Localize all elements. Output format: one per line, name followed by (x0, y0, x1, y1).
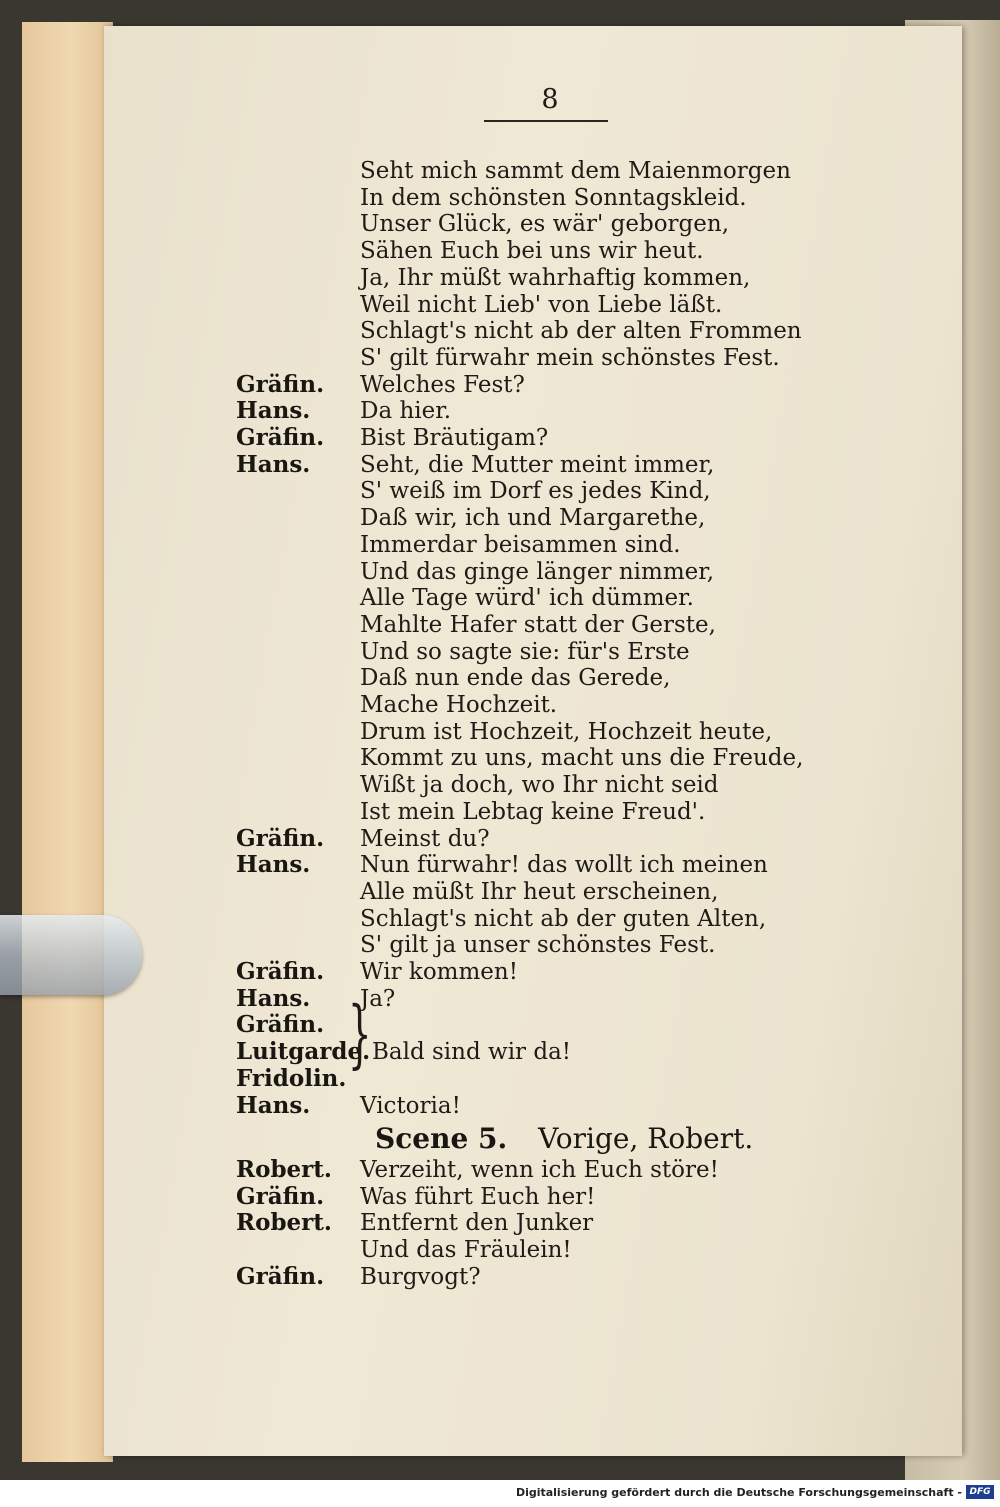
dialogue-line: Drum ist Hochzeit, Hochzeit heute, (360, 718, 773, 745)
dialogue-line: Unser Glück, es wär' geborgen, (360, 211, 730, 238)
dialogue-line: Alle Tage würd' ich dümmer. (360, 585, 694, 612)
dialogue-line: Weil nicht Lieb' von Liebe läßt. (360, 291, 723, 318)
page-number: 8 (541, 84, 559, 115)
dialogue-line: Kommt zu uns, macht uns die Freude, (360, 745, 804, 772)
dialogue-line: Da hier. (360, 398, 452, 425)
dialogue-line: Immerdar beisammen sind. (360, 531, 681, 558)
speaker-name: Gräfin. (236, 958, 325, 985)
dialogue-line: Seht mich sammt dem Maienmorgen (360, 158, 791, 184)
dialogue-line: Und das ginge länger nimmer, (360, 558, 715, 585)
dialogue-line: Meinst du? (360, 825, 490, 852)
dialogue-line: Daß nun ende das Gerede, (360, 665, 671, 692)
speaker-name: Gräfin. (236, 1011, 325, 1039)
speaker-name: Gräfin. (236, 1262, 325, 1290)
scene-characters: Vorige, Robert. (538, 1122, 754, 1155)
dialogue-line: Wir kommen! (360, 959, 518, 985)
scene-heading (375, 1122, 753, 1155)
dialogue-line: Was führt Euch her! (360, 1183, 596, 1210)
dialogue-line: Ist mein Lebtag keine Freud'. (360, 798, 706, 825)
speaker-name: Hans. (236, 851, 311, 879)
speaker-name: Gräfin. (236, 424, 325, 451)
dialogue-line: Mache Hochzeit. (360, 692, 558, 718)
dialogue-line: Nun fürwahr! das wollt ich meinen (360, 852, 768, 879)
dialogue-line: Und so sagte sie: für's Erste (360, 638, 690, 665)
dialogue-line: Schlagt's nicht ab der guten Alten, (360, 905, 767, 932)
dialogue-line: In dem schönsten Sonntagskleid. (360, 184, 747, 211)
dfg-logo: DFG (966, 1485, 994, 1499)
speaker-name: Hans. (236, 450, 311, 478)
speaker-name: Robert. (236, 1156, 332, 1183)
dialogue-line: S' gilt fürwahr mein schönstes Fest. (360, 344, 780, 371)
dialogue-line: Und das Fräulein! (360, 1237, 572, 1264)
speaker-name: Hans. (236, 397, 311, 425)
dialogue-line: Daß wir, ich und Margarethe, (360, 505, 706, 532)
speaker-name: Gräfin. (236, 370, 325, 398)
speaker-group-brace: } (348, 991, 372, 1077)
page-edge-left (22, 22, 113, 1462)
dialogue-line: Schlagt's nicht ab der alten Frommen (360, 318, 802, 345)
dialogue-line: Ja, Ihr müßt wahrhaftig kommen, (360, 264, 751, 291)
dialogue-line: Victoria! (360, 1092, 461, 1119)
dialogue-line: Sähen Euch bei uns wir heut. (360, 238, 704, 265)
dialogue-line: Seht, die Mutter meint immer, (360, 451, 715, 478)
dialogue-line: Welches Fest? (360, 371, 525, 398)
speaker-name: Hans. (236, 984, 311, 1012)
speaker-name: Hans. (236, 1091, 311, 1119)
dialogue-line: Alle müßt Ihr heut erscheinen, (360, 878, 719, 905)
footer-credit: Digitalisierung gefördert durch die Deutsche Forschungsgemeinschaft - (515, 1486, 962, 1499)
speaker-name: Gräfin. (236, 824, 325, 852)
dialogue-line: Verzeiht, wenn ich Euch störe! (360, 1157, 719, 1183)
speaker-name: Gräfin. (236, 1182, 325, 1210)
scene-label: Scene 5. (375, 1122, 508, 1155)
page-tab-marker (0, 915, 142, 995)
dialogue-line: Mahlte Hafer statt der Gerste, (360, 611, 716, 638)
speaker-name: Fridolin. (236, 1064, 347, 1092)
footer-bar (0, 1480, 1000, 1507)
speaker-name: Robert. (236, 1209, 332, 1237)
dialogue-line: Burgvogt? (360, 1263, 481, 1290)
dialogue-line: Bist Bräutigam? (360, 425, 549, 451)
group-dialogue-line: Bald sind wir da! (372, 1039, 572, 1066)
speaker-name: Luitgarde. (236, 1038, 371, 1066)
dialogue-line: Entfernt den Junker (360, 1210, 594, 1237)
dialogue-line: S' weiß im Dorf es jedes Kind, (360, 478, 711, 505)
dialogue-line: S' gilt ja unser schönstes Fest. (360, 932, 716, 959)
dialogue-line: Wißt ja doch, wo Ihr nicht seid (360, 772, 719, 799)
dialogue-line: Ja? (360, 985, 396, 1012)
page-number-rule (484, 120, 608, 122)
